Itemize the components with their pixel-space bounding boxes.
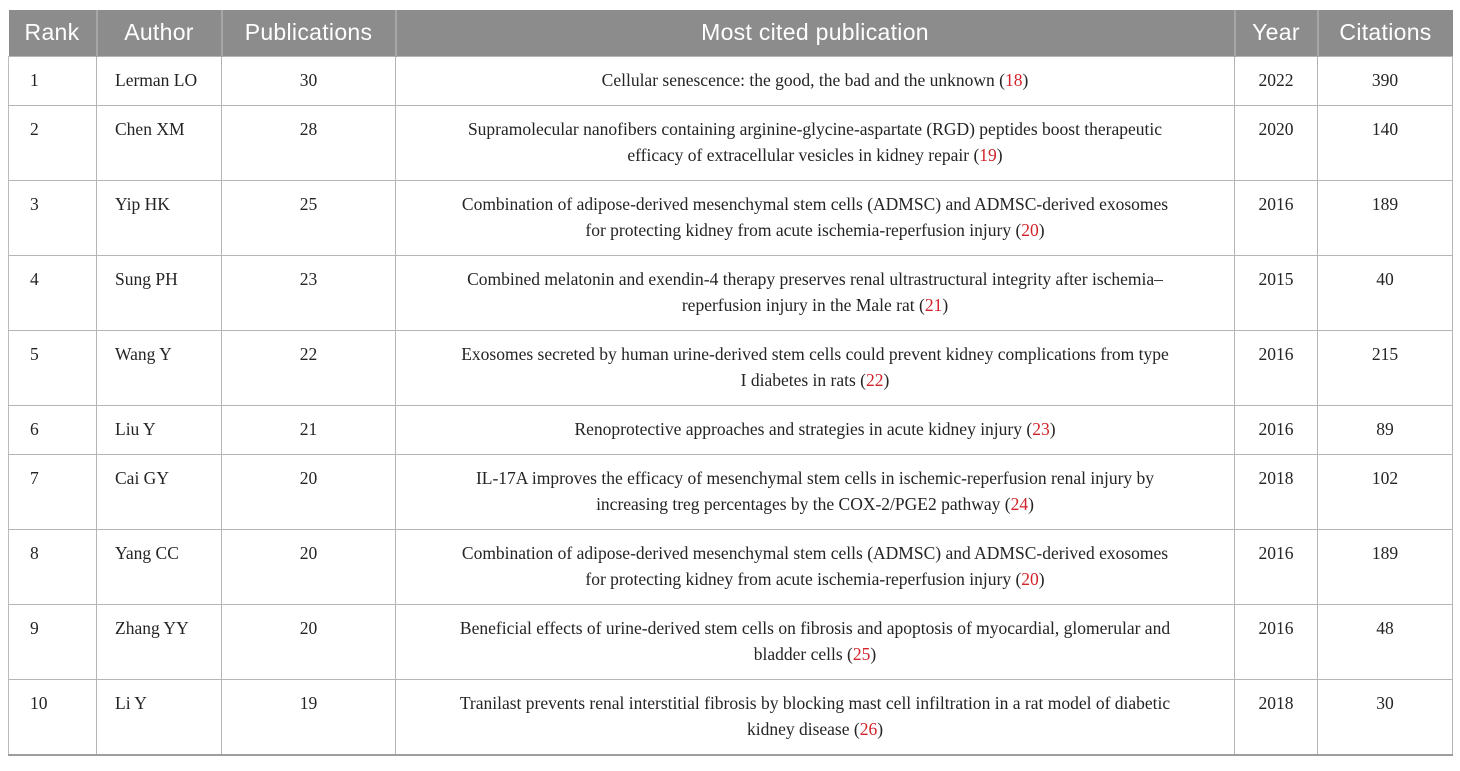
reference-number: 18: [1005, 70, 1023, 90]
publications-count-cell: 20: [222, 455, 396, 530]
publications-count-cell: 22: [222, 331, 396, 406]
citations-cell: 89: [1318, 406, 1453, 455]
most-cited-publication-cell: IL-17A improves the efficacy of mesenchymal stem cells in ischemic-reperfusion renal injury by increasing treg percentages by the COX-2/PGE2 pathway (24): [396, 455, 1235, 530]
citations-cell: 189: [1318, 530, 1453, 605]
citations-cell: 40: [1318, 256, 1453, 331]
author-cell: Wang Y: [97, 331, 222, 406]
publications-table-container: [8, 10, 1452, 756]
citations-cell: 189: [1318, 181, 1453, 256]
author-cell: Lerman LO: [97, 57, 222, 106]
table-row: [9, 331, 1453, 406]
most-cited-publication-cell: Combination of adipose-derived mesenchymal stem cells (ADMSC) and ADMSC-derived exosomes for protecting kidney from acute ischemia-reperfusion injury (20): [396, 181, 1235, 256]
most-cited-publication-cell: Cellular senescence: the good, the bad and the unknown (18): [396, 57, 1235, 106]
table-row: [9, 680, 1453, 756]
citations-cell: 48: [1318, 605, 1453, 680]
publications-count-cell: 30: [222, 57, 396, 106]
publications-count-cell: 23: [222, 256, 396, 331]
year-cell: 2015: [1235, 256, 1318, 331]
year-cell: 2022: [1235, 57, 1318, 106]
most-cited-publication-cell: Supramolecular nanofibers containing arginine-glycine-aspartate (RGD) peptides boost therapeutic efficacy of extracellular vesicles in kidney repair (19): [396, 106, 1235, 181]
rank-cell: 3: [9, 181, 97, 256]
table-row: [9, 256, 1453, 331]
reference-number: 26: [859, 719, 878, 739]
reference-number: 25: [852, 644, 871, 664]
reference-number: 22: [866, 370, 884, 390]
reference-number: 19: [979, 145, 997, 165]
column-header-rank: Rank: [9, 10, 97, 57]
citations-cell: 215: [1318, 331, 1453, 406]
rank-cell: 6: [9, 406, 97, 455]
table-header: [9, 10, 1453, 57]
rank-cell: 1: [9, 57, 97, 106]
publications-count-cell: 25: [222, 181, 396, 256]
publications-count-cell: 28: [222, 106, 396, 181]
column-header-publications: Publications: [222, 10, 396, 57]
column-header-citations: Citations: [1318, 10, 1453, 57]
citations-cell: 140: [1318, 106, 1453, 181]
year-cell: 2016: [1235, 181, 1318, 256]
publications-count-cell: 19: [222, 680, 396, 756]
author-cell: Chen XM: [97, 106, 222, 181]
year-cell: 2016: [1235, 605, 1318, 680]
rank-cell: 8: [9, 530, 97, 605]
year-cell: 2016: [1235, 331, 1318, 406]
header-row: [9, 10, 1453, 57]
author-cell: Li Y: [97, 680, 222, 756]
most-cited-publication-cell: Exosomes secreted by human urine-derived stem cells could prevent kidney complications from type I diabetes in rats (22): [396, 331, 1235, 406]
most-cited-publication-cell: Tranilast prevents renal interstitial fibrosis by blocking mast cell infiltration in a rat model of diabetic kidney disease (26): [396, 680, 1235, 756]
author-cell: Yang CC: [97, 530, 222, 605]
rank-cell: 9: [9, 605, 97, 680]
author-cell: Liu Y: [97, 406, 222, 455]
column-header-author: Author: [97, 10, 222, 57]
column-header-year: Year: [1235, 10, 1318, 57]
rank-cell: 4: [9, 256, 97, 331]
publications-count-cell: 21: [222, 406, 396, 455]
table-row: [9, 530, 1453, 605]
author-cell: Zhang YY: [97, 605, 222, 680]
reference-number: 24: [1010, 494, 1029, 514]
table-row: [9, 406, 1453, 455]
rank-cell: 10: [9, 680, 97, 756]
reference-number: 20: [1021, 220, 1039, 240]
most-cited-publication-cell: Beneficial effects of urine-derived stem cells on fibrosis and apoptosis of myocardial, glomerular and bladder cells (25): [396, 605, 1235, 680]
year-cell: 2018: [1235, 680, 1318, 756]
table-row: [9, 57, 1453, 106]
author-cell: Cai GY: [97, 455, 222, 530]
table-row: [9, 106, 1453, 181]
column-header-most-cited-publication: Most cited publication: [396, 10, 1235, 57]
rank-cell: 5: [9, 331, 97, 406]
rank-cell: 7: [9, 455, 97, 530]
table-row: [9, 455, 1453, 530]
author-cell: Yip HK: [97, 181, 222, 256]
most-cited-publication-cell: Renoprotective approaches and strategies in acute kidney injury (23): [396, 406, 1235, 455]
rank-cell: 2: [9, 106, 97, 181]
author-cell: Sung PH: [97, 256, 222, 331]
citations-cell: 102: [1318, 455, 1453, 530]
reference-number: 21: [924, 295, 943, 315]
table-body: [9, 57, 1453, 756]
year-cell: 2016: [1235, 406, 1318, 455]
year-cell: 2020: [1235, 106, 1318, 181]
most-cited-publication-cell: Combination of adipose-derived mesenchymal stem cells (ADMSC) and ADMSC-derived exosomes for protecting kidney from acute ischemia-reperfusion injury (20): [396, 530, 1235, 605]
year-cell: 2018: [1235, 455, 1318, 530]
most-cited-publications-table: [8, 10, 1453, 756]
year-cell: 2016: [1235, 530, 1318, 605]
citations-cell: 30: [1318, 680, 1453, 756]
most-cited-publication-cell: Combined melatonin and exendin-4 therapy preserves renal ultrastructural integrity after ischemia–reperfusion injury in the Male rat (21): [396, 256, 1235, 331]
publications-count-cell: 20: [222, 605, 396, 680]
reference-number: 20: [1021, 569, 1039, 589]
reference-number: 23: [1032, 419, 1050, 439]
table-row: [9, 181, 1453, 256]
table-row: [9, 605, 1453, 680]
citations-cell: 390: [1318, 57, 1453, 106]
publications-count-cell: 20: [222, 530, 396, 605]
